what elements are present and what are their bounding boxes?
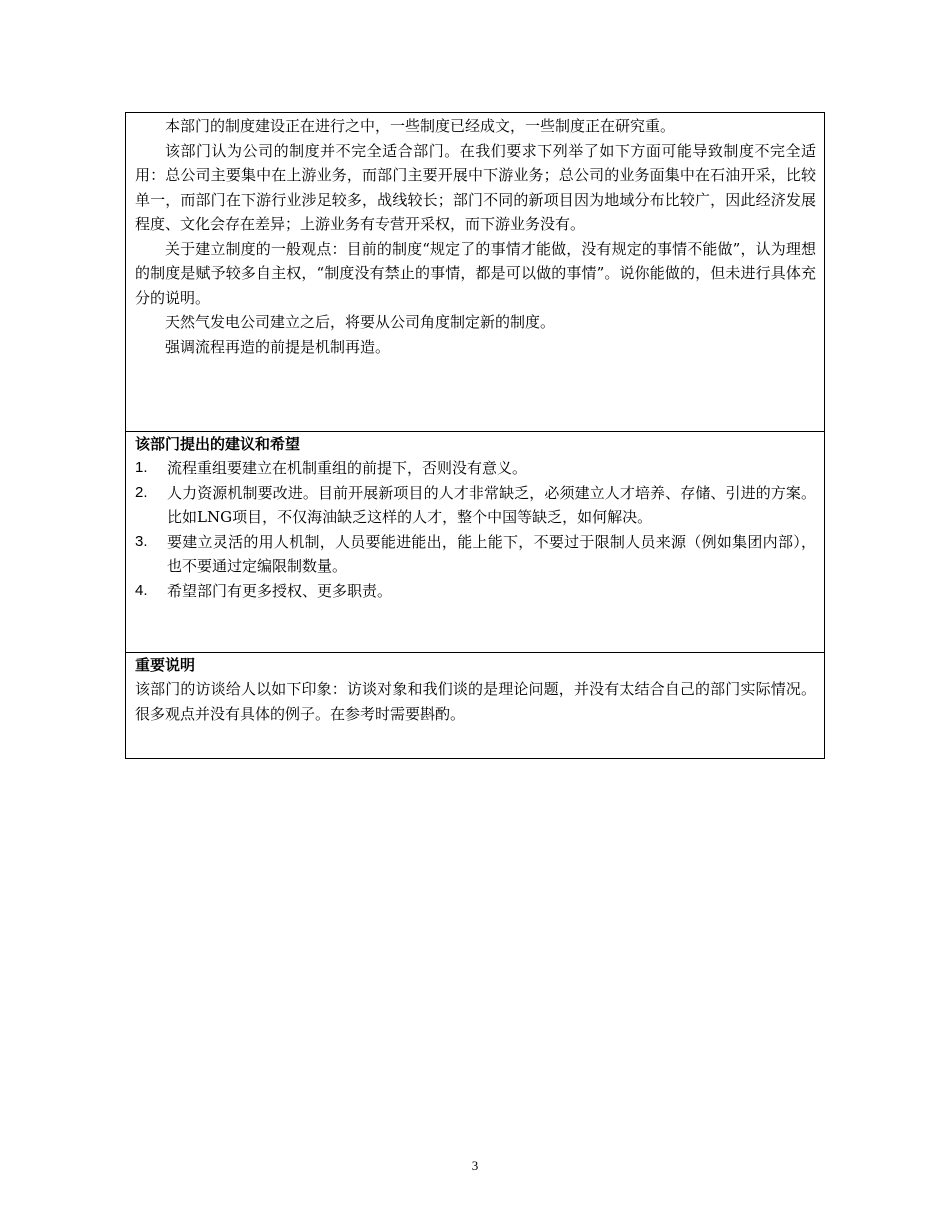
- suggestions-row: [126, 432, 825, 653]
- list-item-number: 3.: [135, 532, 148, 550]
- list-item-number: 4.: [135, 581, 148, 599]
- intro-row: [126, 113, 825, 432]
- list-item-number: 2.: [135, 483, 148, 501]
- intro-cell: [126, 113, 825, 432]
- notes-row: [126, 653, 825, 759]
- list-item-text: 流程重组要建立在机制重组的前提下，否则没有意义。: [167, 459, 528, 477]
- suggestions-list: [135, 456, 816, 603]
- list-item: [135, 456, 816, 481]
- notes-heading: 重要说明: [135, 656, 196, 674]
- suggestions-cell: [126, 432, 825, 653]
- notes-text: 该部门的访谈给人以如下印象：访谈对象和我们谈的是理论问题，并没有太结合自己的部门实际情况。很多观点并没有具体的例子。在参考时需要斟酌。: [135, 680, 816, 723]
- intro-paragraph: 关于建立制度的一般观点：目前的制度“规定了的事情才能做，没有规定的事情不能做”，认为理想的制度是赋予较多自主权，“制度没有禁止的事情，都是可以做的事情”。说你能做的，但未进行具体充分的说明。: [135, 239, 816, 307]
- intro-paragraph: 该部门认为公司的制度并不完全适合部门。在我们要求下列举了如下方面可能导致制度不完全适用：总公司主要集中在上游业务，而部门主要开展中下游业务；总公司的业务面集中在石油开采，比较单一，而部门在下游行业涉足较多，战线较长；部门不同的新项目因为地域分布比较广，因此经济发展程度、文化会存在差异；上游业务有专营开采权，而下游业务没有。: [135, 141, 816, 233]
- list-item: [135, 481, 816, 530]
- list-item-number: 1.: [135, 459, 148, 476]
- intro-paragraph: 天然气发电公司建立之后，将要从公司角度制定新的制度。: [165, 313, 556, 331]
- page-number: 3: [471, 1158, 479, 1173]
- list-item-text: 希望部门有更多授权、更多职责。: [167, 581, 393, 600]
- suggestions-heading: 该部门提出的建议和希望: [135, 435, 301, 453]
- list-item-text: 人力资源机制要改进。目前开展新项目的人才非常缺乏，必须建立人才培养、存储、引进的方案。比如LNG项目，不仅海油缺乏这样的人才，整个中国等缺乏，如何解决。: [167, 483, 816, 526]
- notes-cell: [126, 653, 825, 759]
- list-item-text: 要建立灵活的用人机制，人员要能进能出，能上能下，不要过于限制人员来源（例如集团内部），也不要通过定编限制数量。: [167, 532, 816, 575]
- intro-paragraph: 本部门的制度建设正在进行之中，一些制度已经成文，一些制度正在研究重。: [165, 117, 676, 135]
- intro-paragraph: 强调流程再造的前提是机制再造。: [165, 337, 391, 356]
- list-item: [135, 579, 816, 604]
- interview-summary-table: [125, 112, 825, 759]
- list-item: [135, 530, 816, 579]
